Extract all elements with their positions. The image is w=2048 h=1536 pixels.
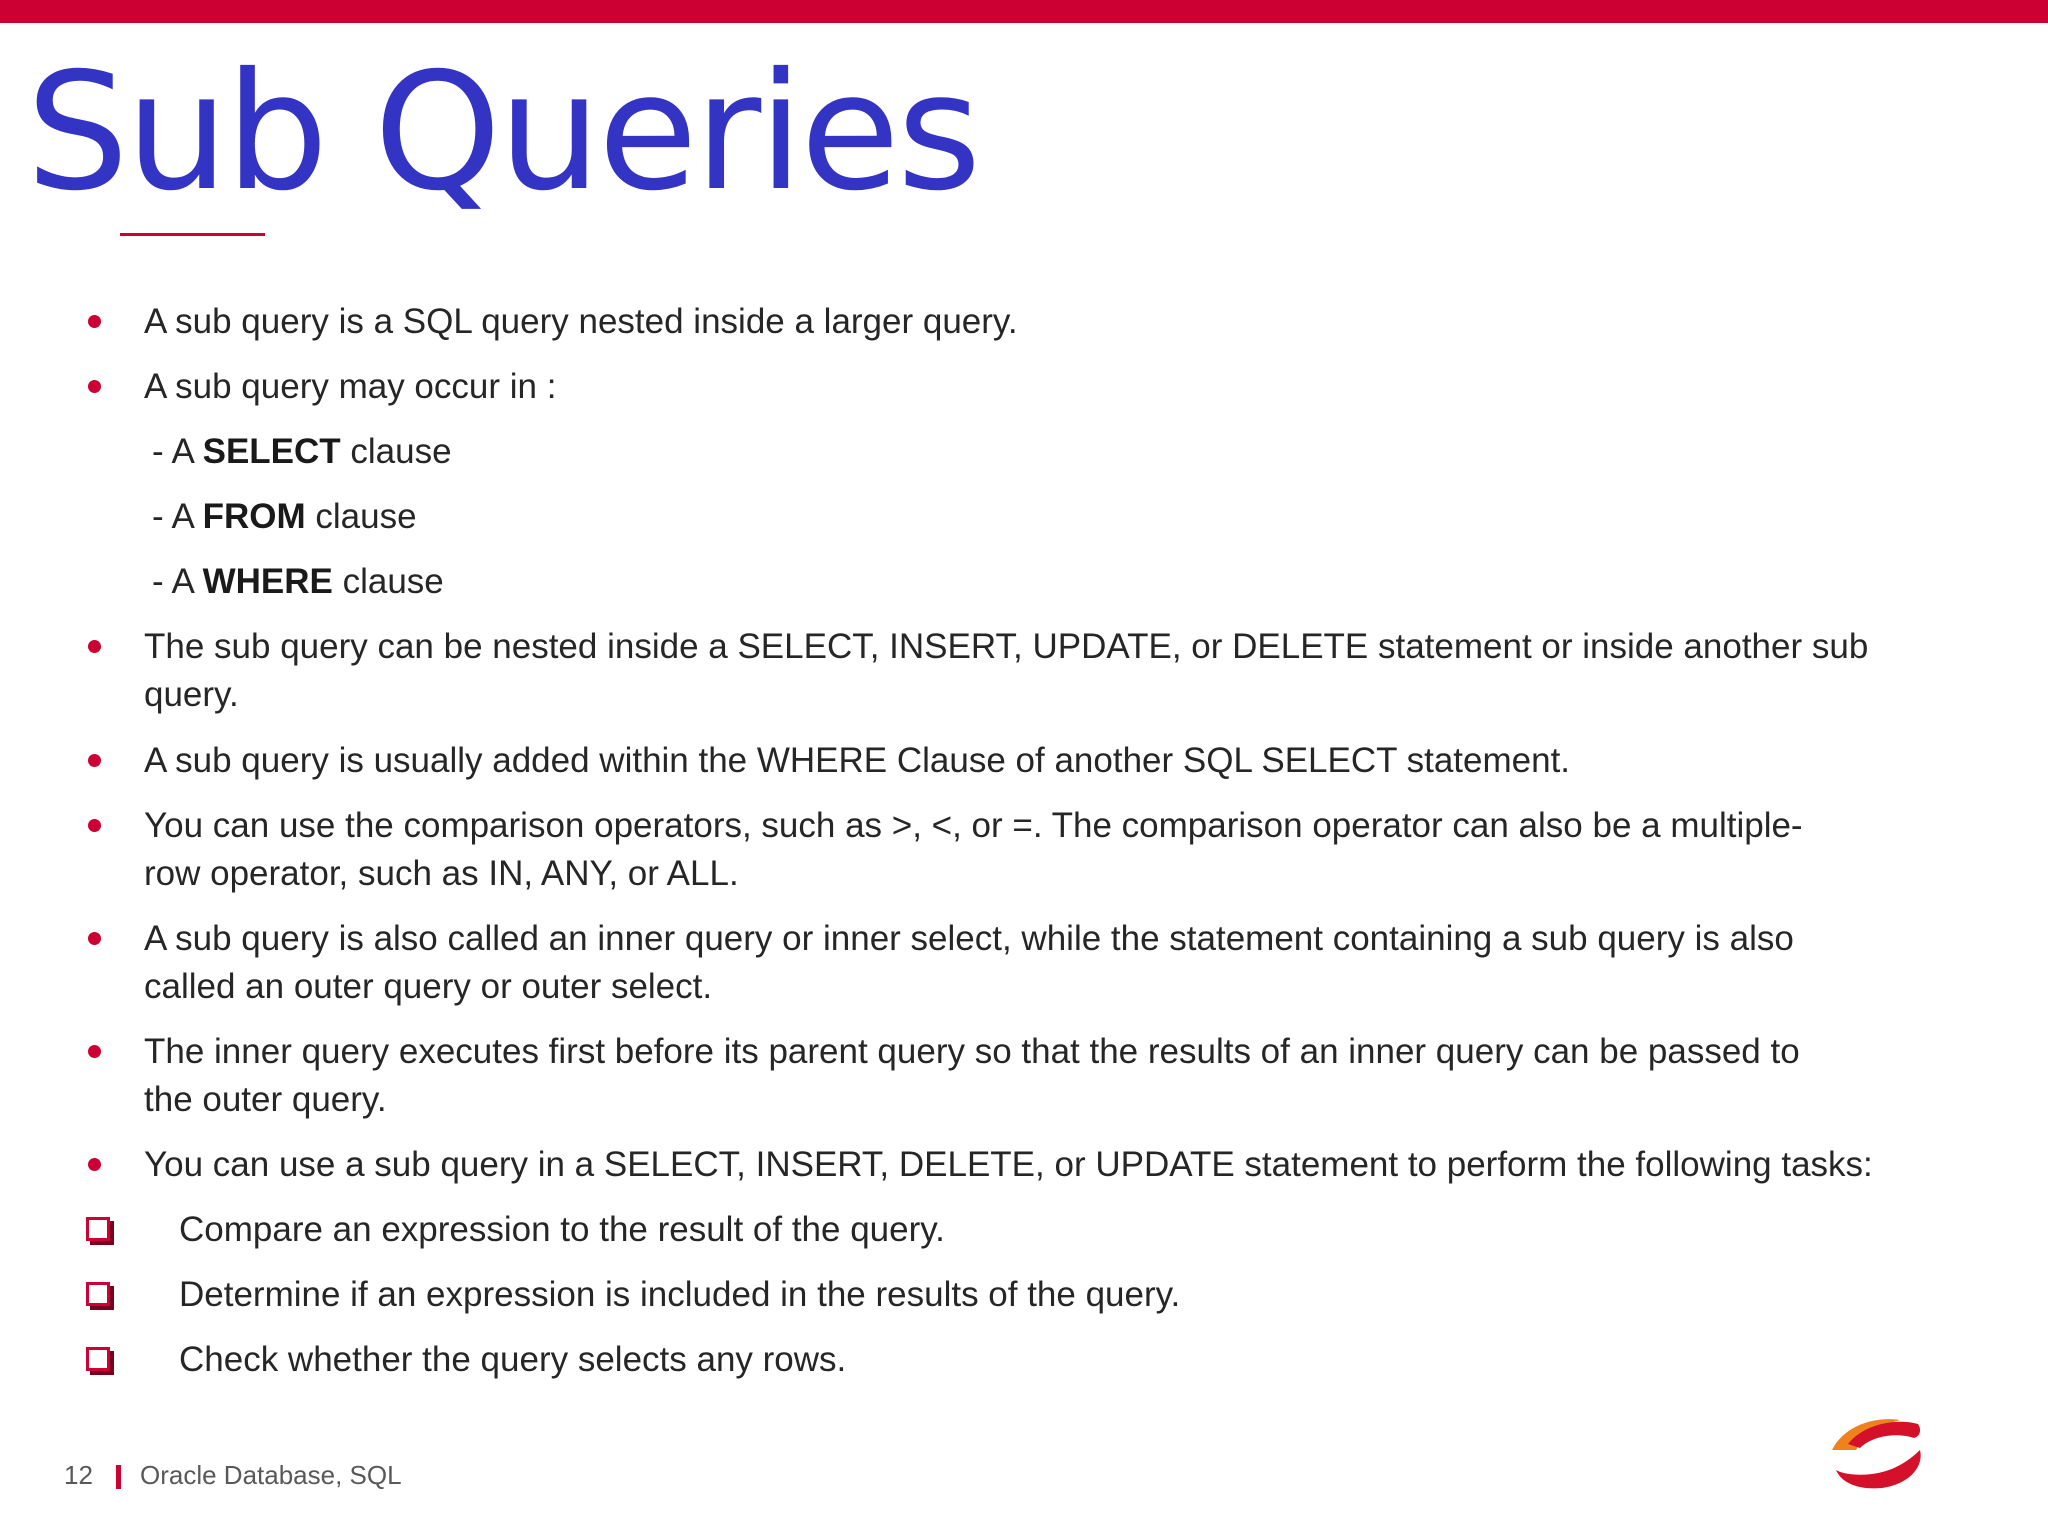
sub-item-suffix: clause — [305, 497, 417, 536]
sub-item-keyword: WHERE — [202, 562, 333, 601]
bullet-text: You can use a sub query in a SELECT, INSERT, DELETE, or UPDATE statement to perform the following tasks: — [144, 1145, 1873, 1184]
bullet-text: called an outer query or outer select. — [144, 967, 713, 1006]
sub-item-keyword: FROM — [202, 497, 306, 536]
footer-course-title: Oracle Database, SQL — [140, 1460, 402, 1490]
bullet-text: You can use the comparison operators, such as >, <, or =. The comparison operator can also be a multiple- — [144, 806, 1803, 845]
sub-item — [152, 428, 452, 476]
bullet-text: query. — [144, 675, 239, 714]
bullet-text: the outer query. — [144, 1080, 387, 1119]
bullet-dot-icon — [88, 380, 101, 393]
task-text: Check whether the query selects any rows. — [179, 1340, 847, 1379]
bullet-text: A sub query is also called an inner query or inner select, while the statement containing a sub query is also — [144, 919, 1794, 958]
task-text: Determine if an expression is included in the results of the query. — [179, 1275, 1181, 1314]
sub-item-prefix: - A — [152, 432, 203, 471]
sub-item-prefix: - A — [152, 562, 203, 601]
bullet-dot-icon — [88, 315, 101, 328]
logo-red-lower — [1836, 1450, 1921, 1488]
bullet-text: The sub query can be nested inside a SELECT, INSERT, UPDATE, or DELETE statement or inside another sub — [144, 627, 1869, 666]
task-text: Compare an expression to the result of the query. — [179, 1210, 945, 1249]
checkbox-icon — [86, 1217, 110, 1241]
bullet-dot-icon — [88, 1045, 101, 1058]
bullet-dot-icon — [88, 754, 101, 767]
bullet-dot-icon — [88, 640, 101, 653]
top-accent-bar — [0, 0, 2048, 23]
page-number: 12 — [64, 1460, 93, 1490]
sub-item — [152, 558, 444, 606]
checkbox-icon — [86, 1282, 110, 1306]
checkbox-icon — [86, 1347, 110, 1371]
sub-item-suffix: clause — [340, 432, 452, 471]
sub-item-prefix: - A — [152, 497, 203, 536]
bullet-dot-icon — [88, 819, 101, 832]
sub-item — [152, 493, 417, 541]
slide-title: Sub Queries — [26, 39, 979, 227]
company-logo-icon — [1826, 1414, 1926, 1490]
sub-item-suffix: clause — [332, 562, 444, 601]
bullet-text: A sub query is a SQL query nested inside a larger query. — [144, 302, 1018, 341]
bullet-text: The inner query executes first before its parent query so that the results of an inner query can be passed to — [144, 1032, 1800, 1071]
title-underline — [120, 233, 265, 236]
sub-item-keyword: SELECT — [202, 432, 341, 471]
bullet-text: A sub query is usually added within the WHERE Clause of another SQL SELECT statement. — [144, 741, 1571, 780]
bullet-text: row operator, such as IN, ANY, or ALL. — [144, 854, 739, 893]
bullet-dot-icon — [88, 932, 101, 945]
bullet-text: A sub query may occur in : — [144, 367, 557, 406]
bullet-dot-icon — [88, 1158, 101, 1171]
footer-separator — [116, 1465, 121, 1489]
